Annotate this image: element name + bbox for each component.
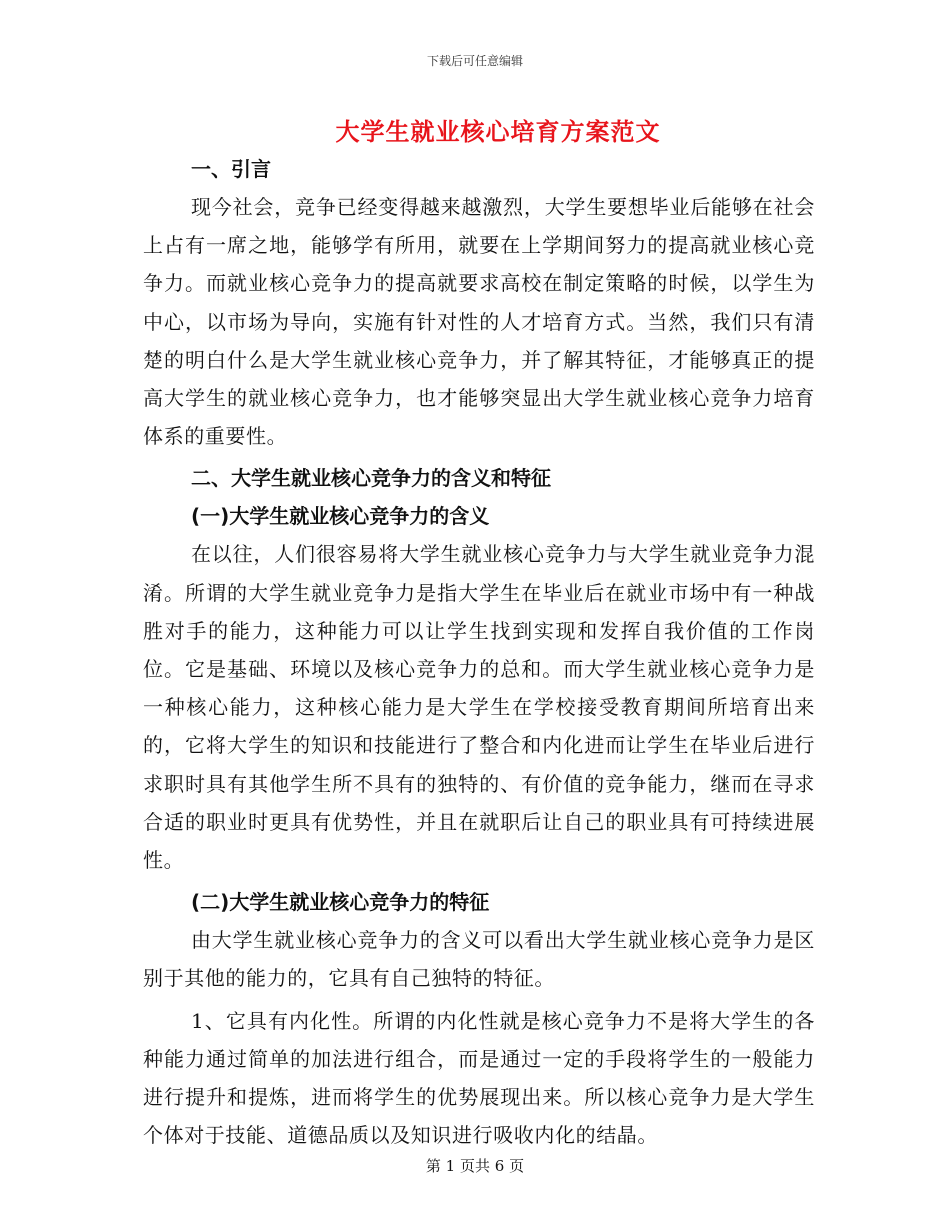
document-body <box>143 150 815 1154</box>
heading-section-2: 二、大学生就业核心竞争力的含义和特征 <box>191 466 551 491</box>
paragraph-features: 由大学生就业核心竞争力的含义可以看出大学生就业核心竞争力是区别于其他的能力的，它具有自己独特的特征。 <box>143 928 815 991</box>
heading-introduction: 一、引言 <box>191 157 271 181</box>
paragraph-meaning: 在以往，人们很容易将大学生就业核心竞争力与大学生就业竞争力混淆。所谓的大学生就业竞争力是指大学生在毕业后在就业市场中有一种战胜对手的能力，这种能力可以让学生找到实现和发挥自我价值的工作岗位。它是基础、环境以及核心竞争力的总和。而大学生就业核心竞争力是一种核心能力，这种核心能力是大学生在学校接受教育期间所培育出来的，它将大学生的知识和技能进行了整合和内化进而让学生在毕业后进行求职时具有其他学生所不具有的独特的、有价值的竞争能力，继而在寻求合适的职业时更具有优势性，并且在就职后让自己的职业具有可持续进展性。 <box>143 542 815 873</box>
page-footer: 第 1 页共 6 页 <box>425 1157 525 1175</box>
heading-subsection-meaning: (一)大学生就业核心竞争力的含义 <box>191 504 490 529</box>
page-header-note: 下载后可任意编辑 <box>426 54 523 68</box>
paragraph-feature-1: 1、它具有内化性。所谓的内化性就是核心竞争力不是将大学生的各种能力通过简单的加法进行组合，而是通过一定的手段将学生的一般能力进行提升和提炼，进而将学生的优势展现出来。所以核心竞争力是大学生个体对于技能、道德品质以及知识进行吸收内化的结晶。 <box>143 1008 815 1148</box>
heading-subsection-features: (二)大学生就业核心竞争力的特征 <box>191 890 490 915</box>
paragraph-introduction: 现今社会，竞争已经变得越来越激烈，大学生要想毕业后能够在社会上占有一席之地，能够学有所用，就要在上学期间努力的提高就业核心竞争力。而就业核心竞争力的提高就要求高校在制定策略的时候，以学生为中心，以市场为导向，实施有针对性的人才培育方式。当然，我们只有清楚的明白什么是大学生就业核心竞争力，并了解其特征，才能够真正的提高大学生的就业核心竞争力，也才能够突显出大学生就业核心竞争力培育体系的重要性。 <box>143 195 815 449</box>
document-title: 大学生就业核心培育方案范文 <box>335 117 661 146</box>
